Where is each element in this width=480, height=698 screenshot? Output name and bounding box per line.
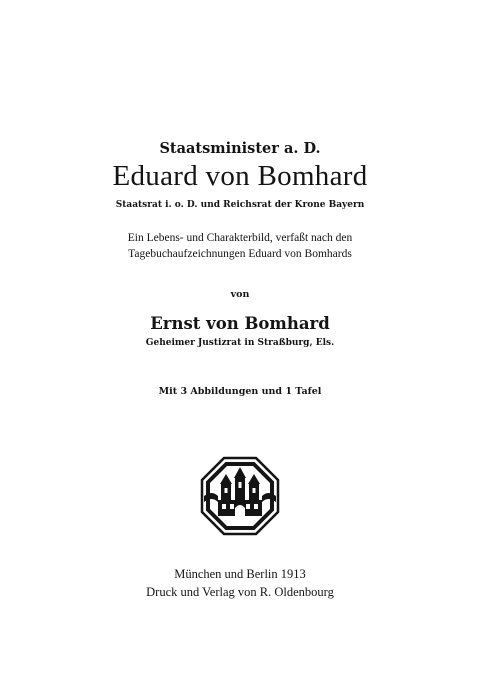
description-line-1: Ein Lebens- und Charakterbild, verfaßt nach den xyxy=(127,232,353,244)
by-word: von xyxy=(230,289,250,300)
imprint-publisher: Druck und Verlag von R. Oldenbourg xyxy=(146,585,334,599)
author-title: Geheimer Justizrat in Straßburg, Els. xyxy=(145,338,335,348)
main-title: Eduard von Bomhard xyxy=(112,160,368,192)
publisher-emblem-icon xyxy=(200,456,280,536)
imprint-place-year: München und Berlin 1913 xyxy=(174,567,306,581)
subtitle: Staatsrat i. o. D. und Reichsrat der Krone Bayern xyxy=(115,200,365,210)
description-line-2: Tagebuchaufzeichnungen Eduard von Bomhards xyxy=(128,248,352,260)
pre-title: Staatsminister a. D. xyxy=(159,140,321,157)
author-name: Ernst von Bomhard xyxy=(150,314,330,333)
illustrations-note: Mit 3 Abbildungen und 1 Tafel xyxy=(158,386,322,397)
